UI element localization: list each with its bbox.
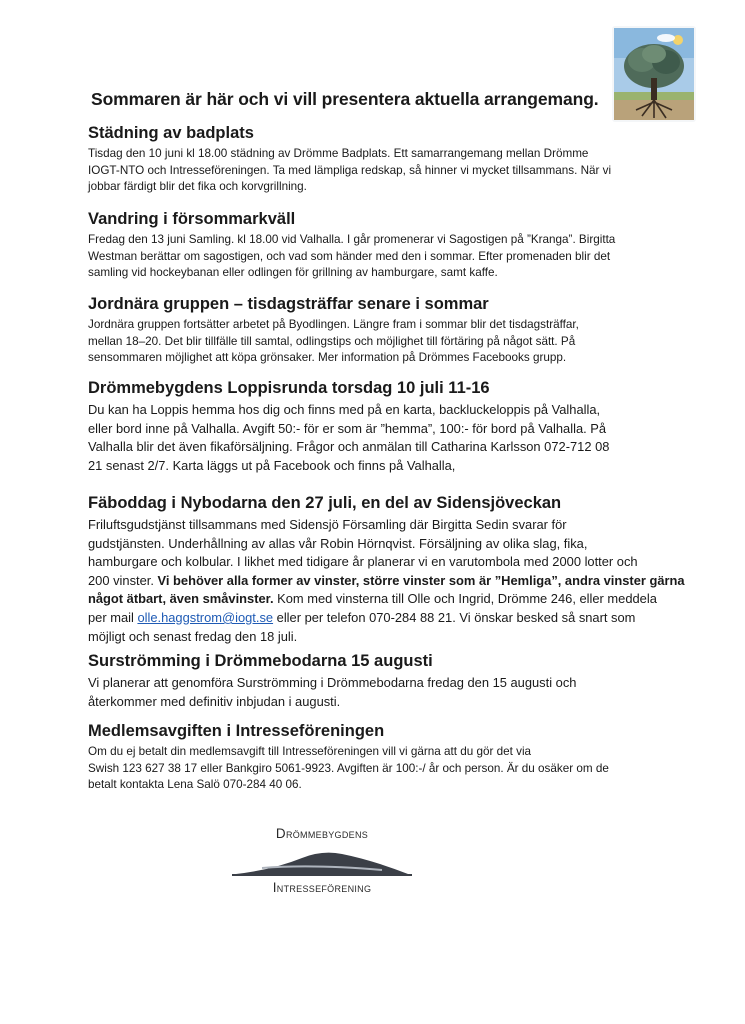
body-line: Tisdag den 10 juni kl 18.00 städning av Drömme Badplats. Ett samarrangemang mellan Drömme (88, 147, 589, 160)
text-run: per mail (88, 609, 138, 625)
text-run: Försäljning av olika slag, fika, (415, 535, 588, 551)
section-body (88, 674, 668, 711)
section-body (88, 516, 685, 646)
bold-text-run: något ätbart, även småvinster. (88, 591, 274, 607)
body-line (88, 535, 668, 554)
body-line: Westman berättar om sagostigen, och vad som händer med den i sommar. Efter promenaden blir det (88, 249, 611, 263)
text-run: 200 vinster. (88, 572, 158, 588)
section-membership (88, 722, 668, 794)
section-title: Jordnära gruppen – tisdagsträffar senare i sommar (88, 295, 489, 313)
section-loppis (88, 379, 668, 475)
section-title: Vandring i försommarkväll (88, 210, 296, 228)
section-faboddag (88, 494, 685, 646)
body-line: Valhalla blir det även fikaförsäljning. Frågor och anmälan till Catharina Karlsson 072-712 08 (88, 439, 610, 455)
section-body (88, 401, 668, 475)
body-line (88, 590, 668, 609)
section-body (88, 317, 668, 367)
mountain-icon (232, 844, 412, 880)
body-line: Jordnära gruppen fortsätter arbetet på Byodlingen. Längre fram i sommar blir det tisdagsträffar, (88, 318, 579, 331)
section-body (88, 146, 668, 196)
body-line: Om du ej betalt din medlemsavgift till Intresseföreningen vill vi gärna att du gör det via (88, 745, 532, 758)
text-run: gudstjänsten. Underhållning av allas vår Robin Hörnqvist. (88, 535, 416, 551)
body-line: jobbar färdigt blir det fika och korvgrillning. (88, 180, 307, 194)
section-title: Surströmming i Drömmebodarna 15 augusti (88, 652, 433, 670)
section-jordnara (88, 295, 668, 367)
body-line: återkommer med definitiv inbjudan i augusti. (88, 693, 341, 709)
body-line: Du kan ha Loppis hemma hos dig och finns med på en karta, backluckeloppis på Valhalla, (88, 402, 601, 417)
body-line (88, 609, 668, 628)
section-surstromming (88, 652, 668, 711)
body-line: Friluftsgudstjänst tillsammans med Sidensjö Församling där Birgitta Sedin svarar för (88, 517, 567, 532)
section-body (88, 744, 668, 794)
text-run: eller per telefon 070-284 88 21. Vi önskar besked så snart som (273, 609, 636, 625)
section-title: Medlemsavgiften i Intresseföreningen (88, 722, 385, 740)
body-line: betalt kontakta Lena Salö 070-284 40 06. (88, 778, 302, 792)
body-line: IOGT-NTO och Intresseföreningen. Ta med lämpliga redskap, så hinner vi mycket tillsammans. När vi (88, 163, 612, 177)
text-run: Kom med vinsterna till Olle och Ingrid, Drömme 246, eller meddela (273, 591, 657, 607)
section-title: Fäboddag i Nybodarna den 27 juli, en del av Sidensjöveckan (88, 494, 562, 512)
section-cleaning (88, 124, 668, 196)
body-line: sensommaren möjlighet att köpa grönsaker. Mer information på Drömmes Facebooks grupp. (88, 351, 567, 365)
body-line: Fredag den 13 juni Samling. kl 18.00 vid Valhalla. I går promenerar vi Sagostigen på ”Kranga”. Birgitta (88, 233, 616, 246)
page-title: Sommaren är här och vi vill presentera aktuella arrangemang. (91, 89, 599, 109)
body-line: eller bord inne på Valhalla. Avgift 50:- för er som är ”hemma”, 100:- för bord på Valhalla. På (88, 420, 607, 436)
body-line: hamburgare och kolbular. I likhet med tidigare år planerar vi en varutombola med 2000 lotter och (88, 554, 638, 570)
body-line: Swish 123 627 38 17 eller Bankgiro 5061-9923. Avgiften är 100:-/ år och person. Är du osäker om de (88, 761, 609, 775)
section-body (88, 232, 668, 282)
section-title: Drömmebygdens Loppisrunda torsdag 10 juli 11-16 (88, 379, 490, 397)
body-line: Vi planerar att genomföra Surströmming i Drömmebodarna fredag den 15 augusti och (88, 675, 577, 690)
body-line: möjligt och senast fredag den 18 juli. (88, 628, 298, 644)
body-line: 21 senast 2/7. Karta läggs ut på Facebook och finns på Valhalla, (88, 457, 456, 473)
body-line: samling vid hockeybanan eller odlingen för grillning av hamburgare, samt kaffe. (88, 266, 498, 280)
section-title: Städning av badplats (88, 124, 254, 142)
body-line: mellan 18–20. Det blir tillfälle till samtal, odlingstips och möjlighet till förtäring på något sätt. På (88, 334, 576, 348)
email-link[interactable]: olle.haggstrom@iogt.se (137, 609, 274, 625)
section-walk (88, 210, 668, 282)
bold-text-run: Vi behöver alla former av vinster, större vinster som är ”Hemliga”, andra vinster gärna (157, 572, 685, 588)
logo-text-top: Drömmebygdens (275, 826, 369, 841)
body-line (88, 572, 685, 591)
organization-logo (232, 822, 412, 902)
logo-text-bottom: Intresseförening (272, 880, 372, 895)
